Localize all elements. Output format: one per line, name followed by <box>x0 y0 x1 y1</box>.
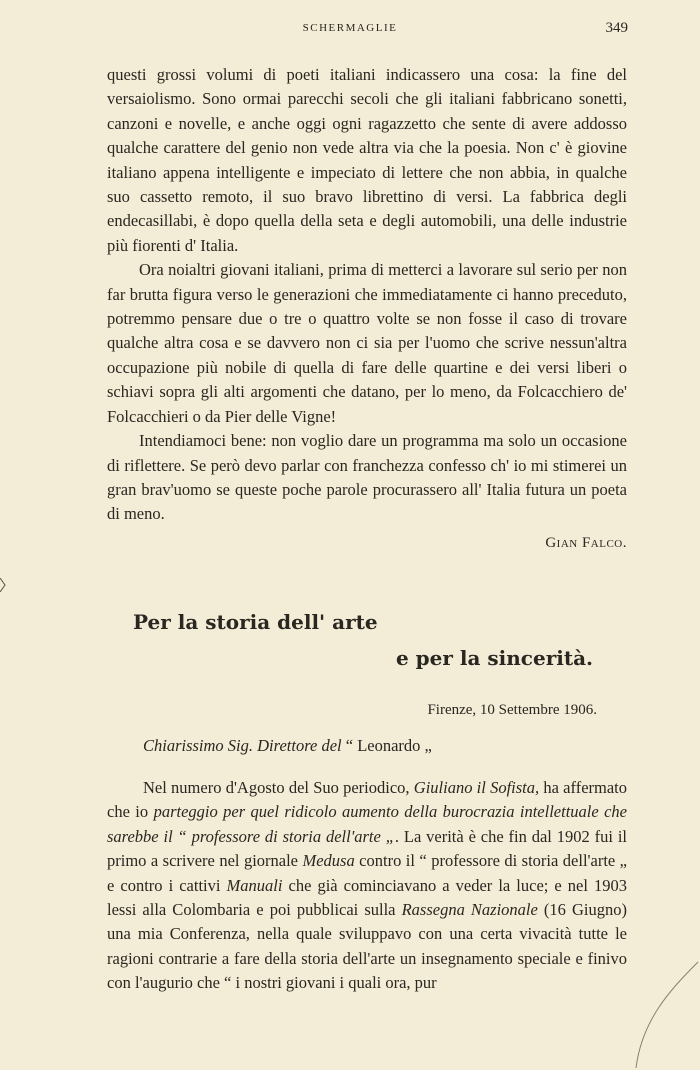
italic-run: Giuliano il Sofista, <box>413 778 540 797</box>
article-body <box>107 63 627 555</box>
italic-run: Medusa <box>302 851 355 871</box>
italic-run: parteggio per quel ridicolo aumento della burocrazia intellettuale che sarebbe il “ professore di storia dell'arte „ <box>107 802 627 846</box>
italic-run: Rassegna Nazionale <box>401 900 538 920</box>
title-line-2: e per la sincerità. <box>395 646 593 670</box>
paragraph: questi grossi volumi di poeti italiani indicassero una cosa: la fine del versaiolismo. Sono ormai parecchi secoli che gli italiani fabbricano sonetti, canzoni e novelle, e anche oggi ogni ragazzetto che sente di avere addosso qualche carattere del genio non vede altra via che la poesia. Non c' è giovine italiano appena intelligente e impeciato di lettere che non abbia, in qualche suo cassetto remoto, il suo bravo librettino di versi. La fabbrica degli endecasillabi, è dopo quella della seta e degli automobili, una delle industrie più fiorenti d' Italia. <box>107 65 627 255</box>
dateline: Firenze, 10 Settembre 1906. <box>427 702 597 718</box>
text-run: che già cominciavano a veder la luce; e nel 1903 lessi alla Colombaria e poi pubblicai sulla <box>107 875 627 920</box>
paragraph: Intendiamoci bene: non voglio dare un programma ma solo un occasione di riflettere. Se però devo parlar con franchezza confesso ch' io mi stimerei un gran brav'uomo se queste poche parole procurassero all' Italia futura un poeta di meno. <box>107 431 627 524</box>
paragraph: Ora noialtri giovani italiani, prima di metterci a lavorare sul serio per non far brutta figura verso le generazioni che immediatamente ci hanno preceduto, potremmo pensare due o tre o quattro volte se non fosse il caso di trovare qualche altra cosa e se davvero non ci sia per l'uomo che scrive nessun'altra occupazione più nobile di quella di fare delle quartine e dei versi liberi o schiavi sopra gli alti argomenti che datano, per lo meno, da Folcacchiero de' Folcacchieri o da Pier delle Vigne! <box>107 260 627 426</box>
text-run: (16 Giugno) una mia Conferenza, nella quale sviluppavo con una certa vivacità tutte le ragioni contrarie a fare della storia dell'arte un insegnamento speciale e finivo con l'augurio che “ i nostri giovani i quali ora, pur <box>107 900 627 993</box>
letter-body <box>107 776 627 996</box>
article-title <box>133 604 593 676</box>
margin-mark <box>0 578 6 592</box>
text-run: . La verità è che fin dal 1902 fui il primo a scrivere nel giornale <box>107 826 627 871</box>
salutation-journal: “ Leonardo „ <box>341 736 432 755</box>
text-run: ha affermato che io <box>107 778 628 822</box>
title-line-1: Per la storia dell' arte <box>133 610 378 634</box>
running-head: SCHERMAGLIE <box>302 22 398 34</box>
text-run: Nel numero d'Agosto del Suo periodico, <box>143 778 414 797</box>
salutation <box>143 736 432 756</box>
page-number: 349 <box>605 20 628 36</box>
salutation-italic: Chiarissimo Sig. Direttore del <box>143 736 342 755</box>
page-curl-mark <box>610 960 700 1070</box>
author-signature: Gian Falco. <box>545 534 627 551</box>
text-run: contro il “ professore di storia dell'arte „ e contro i cattivi <box>107 851 628 895</box>
italic-run: Manuali <box>226 875 283 895</box>
